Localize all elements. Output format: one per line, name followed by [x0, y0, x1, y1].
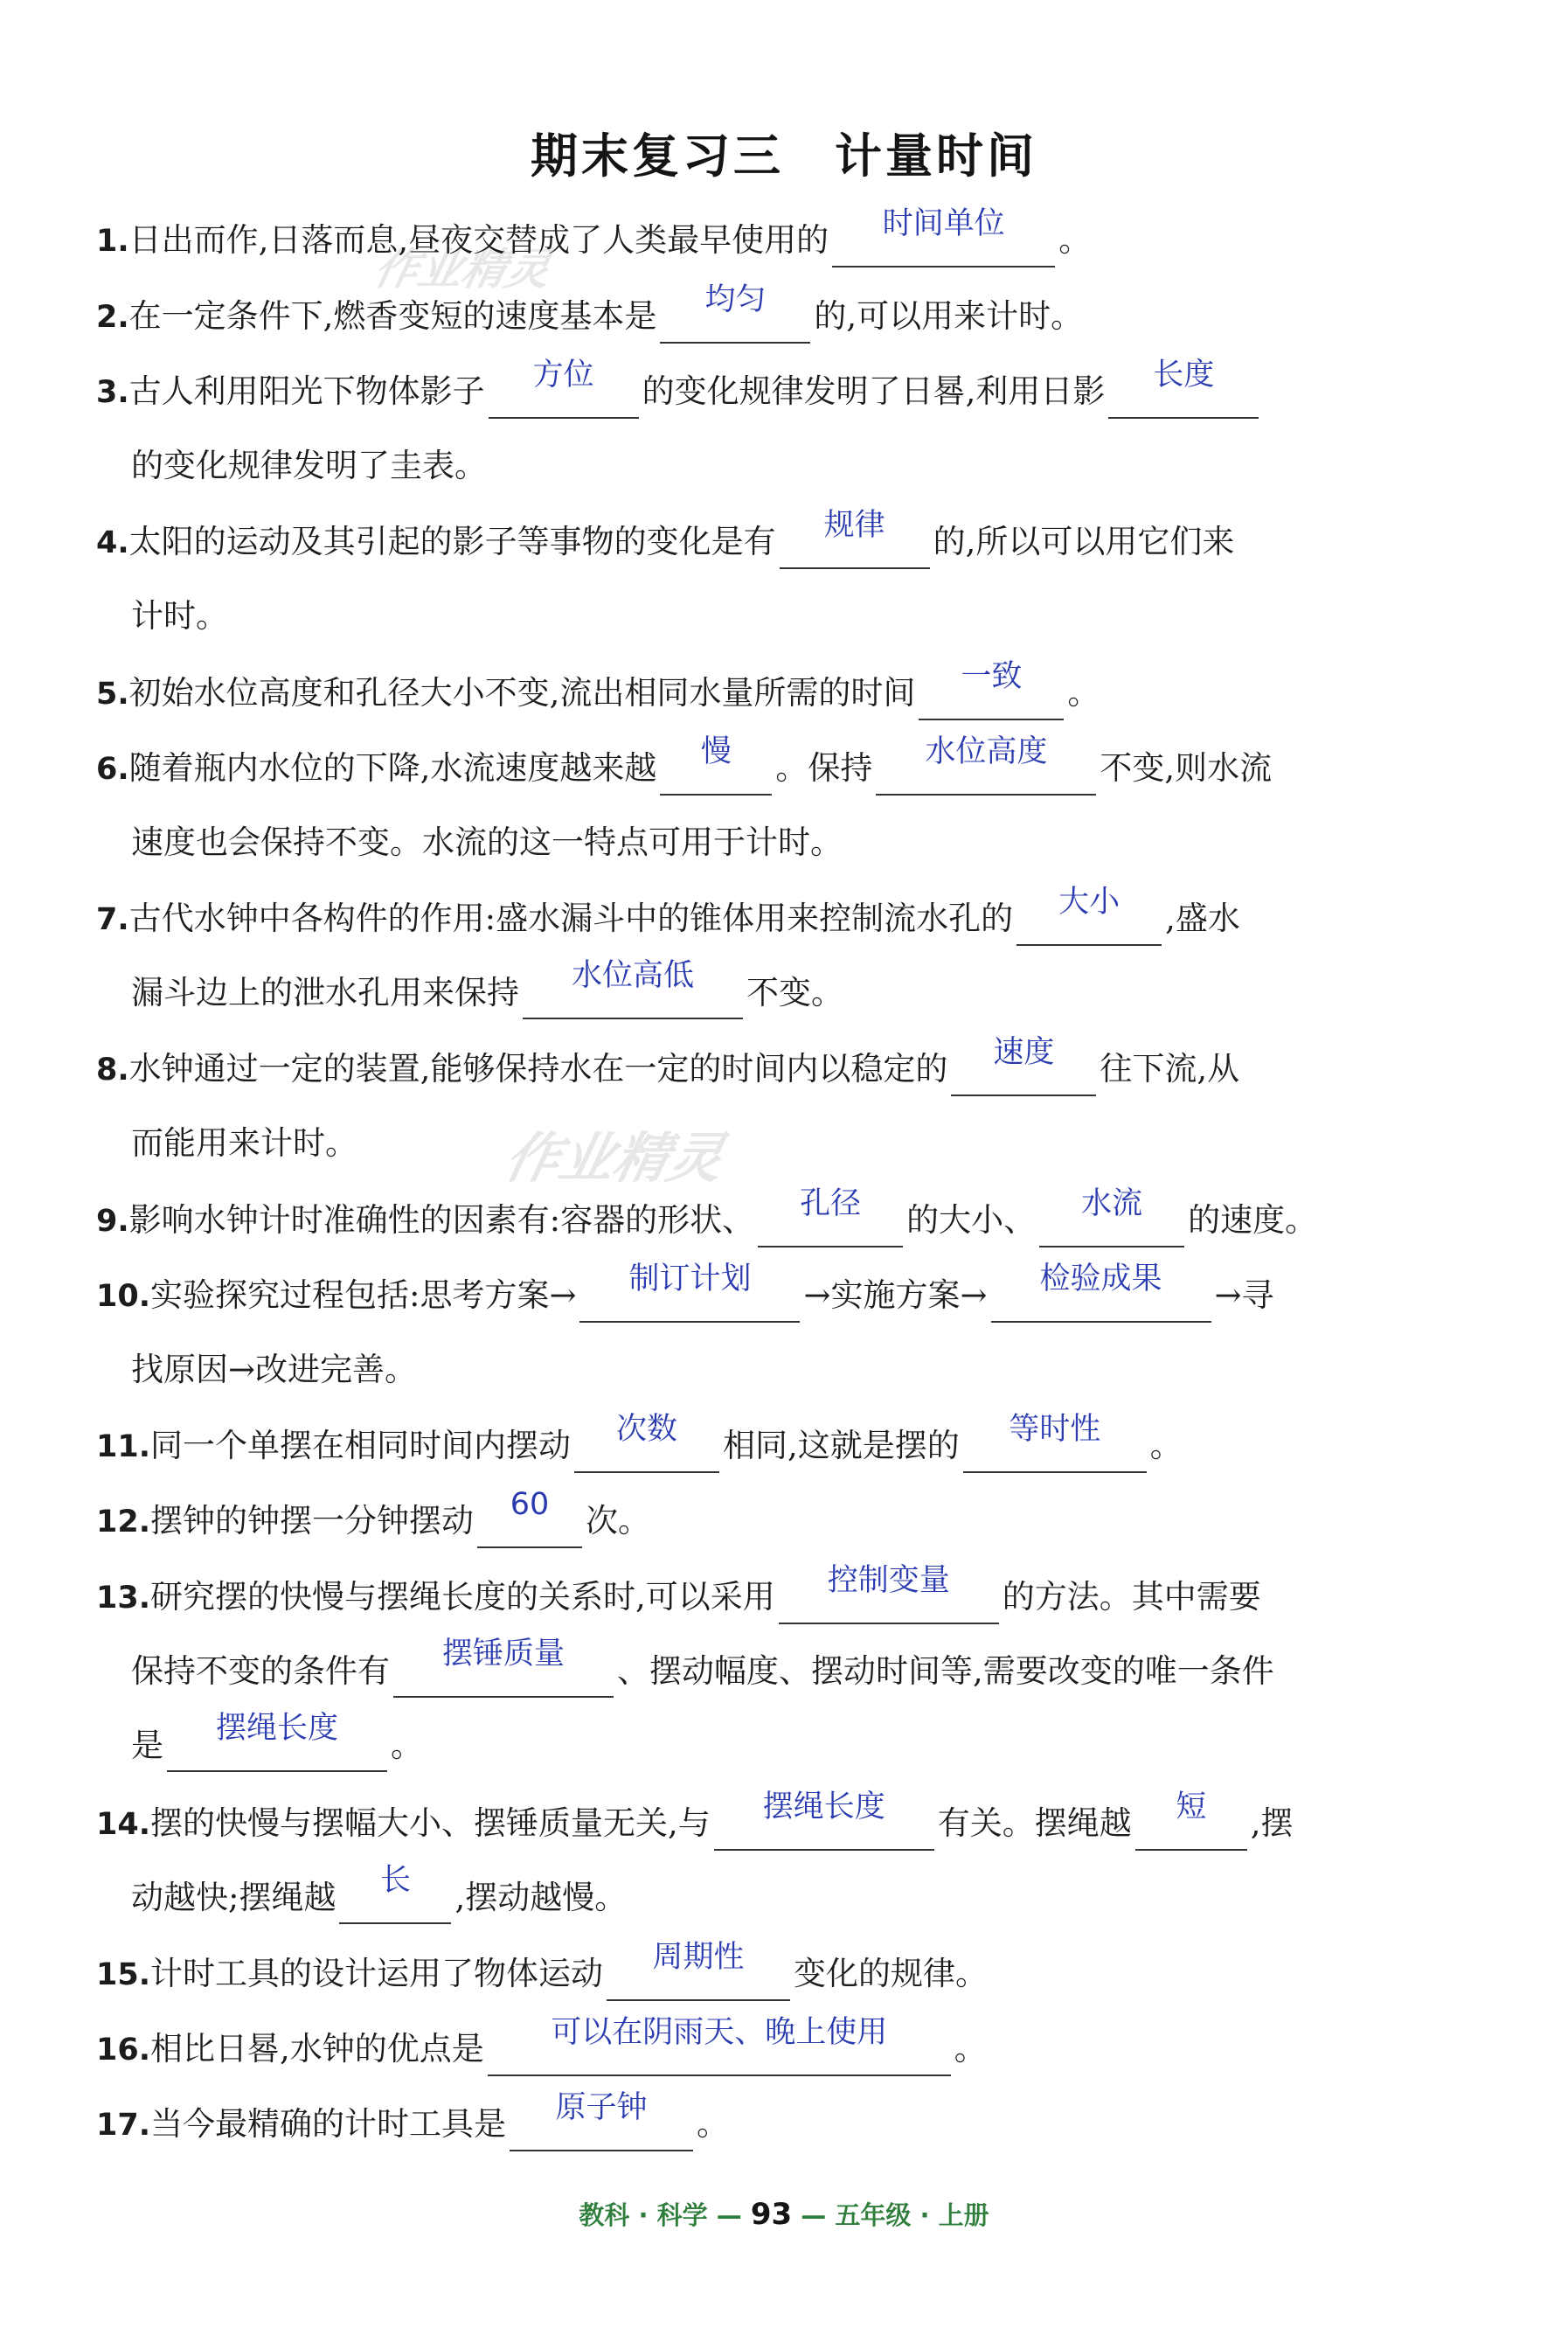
question-7-continued: 漏斗边上的泄水孔用来保持 水位高低 不变。	[131, 967, 843, 1019]
answer-blank: 速度	[951, 1051, 1096, 1096]
question-11: 11.同一个单摆在相同时间内摆动 次数 相同,这就是摆的 等时性 。	[96, 1420, 1183, 1472]
answer-blank: 摆绳长度	[167, 1727, 387, 1772]
answer-blank: 长度	[1108, 373, 1259, 419]
answer-blank: 水位高低	[523, 974, 743, 1019]
answer-blank: 摆锤质量	[393, 1652, 614, 1698]
answer-blank: 原子钟	[510, 2106, 693, 2151]
question-17: 17.当今最精确的计时工具是 原子钟 。	[96, 2098, 729, 2151]
answer-blank: 次数	[574, 1428, 719, 1473]
footer-subject: 教科 · 科学 —	[579, 2200, 742, 2230]
answer-blank: 60	[477, 1503, 582, 1548]
question-6: 6.随着瓶内水位的下降,水流速度越来越 慢 。保持 水位高度 不变,则水流	[96, 742, 1272, 795]
page-title: 期末复习三 计量时间	[531, 129, 1037, 184]
answer-blank: 检验成果	[991, 1277, 1211, 1323]
watermark-top: 作业精灵	[369, 244, 556, 295]
answer-blank: 等时性	[963, 1428, 1147, 1473]
page-footer	[0, 2196, 1568, 2232]
answer-blank: 一致	[919, 675, 1064, 720]
question-3-continued: 的变化规律发明了圭表。	[131, 447, 487, 484]
question-7: 7.古代水钟中各构件的作用:盛水漏斗中的锥体用来控制流水孔的 大小 ,盛水	[96, 893, 1240, 945]
footer-grade: — 五年级 · 上册	[801, 2200, 989, 2230]
question-15: 15.计时工具的设计运用了物体运动 周期性 变化的规律。	[96, 1948, 988, 2000]
question-8: 8.水钟通过一定的装置,能够保持水在一定的时间内以稳定的 速度 往下流,从	[96, 1043, 1239, 1095]
question-10-continued: 找原因→改进完善。	[131, 1351, 418, 1388]
answer-blank: 周期性	[607, 1956, 790, 2001]
answer-blank: 短	[1135, 1805, 1247, 1851]
question-16: 16.相比日晷,水钟的优点是 可以在阴雨天、晚上使用 。	[96, 2023, 987, 2075]
watermark-middle: 作业精灵	[499, 1126, 730, 1190]
question-1: 1.日出而作,日落而息,昼夜交替成了人类最早使用的 时间单位 。	[96, 214, 1091, 267]
question-8-continued: 而能用来计时。	[131, 1124, 357, 1162]
question-14-continued: 动越快;摆绳越 长 ,摆动越慢。	[131, 1872, 627, 1924]
answer-blank: 时间单位	[832, 222, 1055, 268]
answer-blank: 孔径	[758, 1202, 903, 1247]
question-6-continued: 速度也会保持不变。水流的这一特点可用于计时。	[131, 824, 843, 861]
answer-blank: 慢	[660, 750, 772, 796]
question-13-continued: 保持不变的条件有 摆锤质量 、摆动幅度、摆动时间等,需要改变的唯一条件	[131, 1645, 1274, 1698]
answer-blank: 控制变量	[779, 1579, 999, 1624]
question-2: 2.在一定条件下,燃香变短的速度基本是 均匀 的,可以用来计时。	[96, 290, 1083, 343]
question-3: 3.古人利用阳光下物体影子 方位 的变化规律发明了日晷,利用日影 长度	[96, 365, 1262, 418]
answer-blank: 规律	[780, 524, 930, 569]
answer-blank: 可以在阴雨天、晚上使用	[488, 2031, 951, 2076]
question-12: 12.摆钟的钟摆一分钟摆动 60 次。	[96, 1495, 650, 1547]
question-5: 5.初始水位高度和孔径大小不变,流出相同水量所需的时间 一致 。	[96, 667, 1100, 719]
question-14: 14.摆的快慢与摆幅大小、摆锤质量无关,与 摆绳长度 有关。摆绳越 短 ,摆	[96, 1797, 1294, 1850]
answer-blank: 制订计划	[579, 1277, 800, 1323]
answer-blank: 水流	[1039, 1202, 1184, 1247]
answer-blank: 大小	[1016, 900, 1162, 946]
question-10: 10.实验探究过程包括:思考方案→ 制订计划 →实施方案→ 检验成果 →寻	[96, 1269, 1274, 1322]
answer-blank: 方位	[489, 373, 639, 419]
question-4-continued: 计时。	[131, 597, 228, 635]
question-9: 9.影响水钟计时准确性的因素有:容器的形状、 孔径 的大小、 水流 的速度。	[96, 1194, 1317, 1247]
question-13: 13.研究摆的快慢与摆绳长度的关系时,可以采用 控制变量 的方法。其中需要	[96, 1571, 1261, 1623]
answer-blank: 水位高度	[876, 750, 1096, 796]
answer-blank: 均匀	[660, 298, 810, 344]
question-4: 4.太阳的运动及其引起的影子等事物的变化是有 规律 的,所以可以用它们来	[96, 516, 1234, 568]
answer-blank: 摆绳长度	[714, 1805, 934, 1851]
question-13-continued-2: 是 摆绳长度 。	[131, 1720, 423, 1772]
answer-blank: 长	[339, 1879, 451, 1924]
page-number: 93	[750, 2197, 793, 2232]
